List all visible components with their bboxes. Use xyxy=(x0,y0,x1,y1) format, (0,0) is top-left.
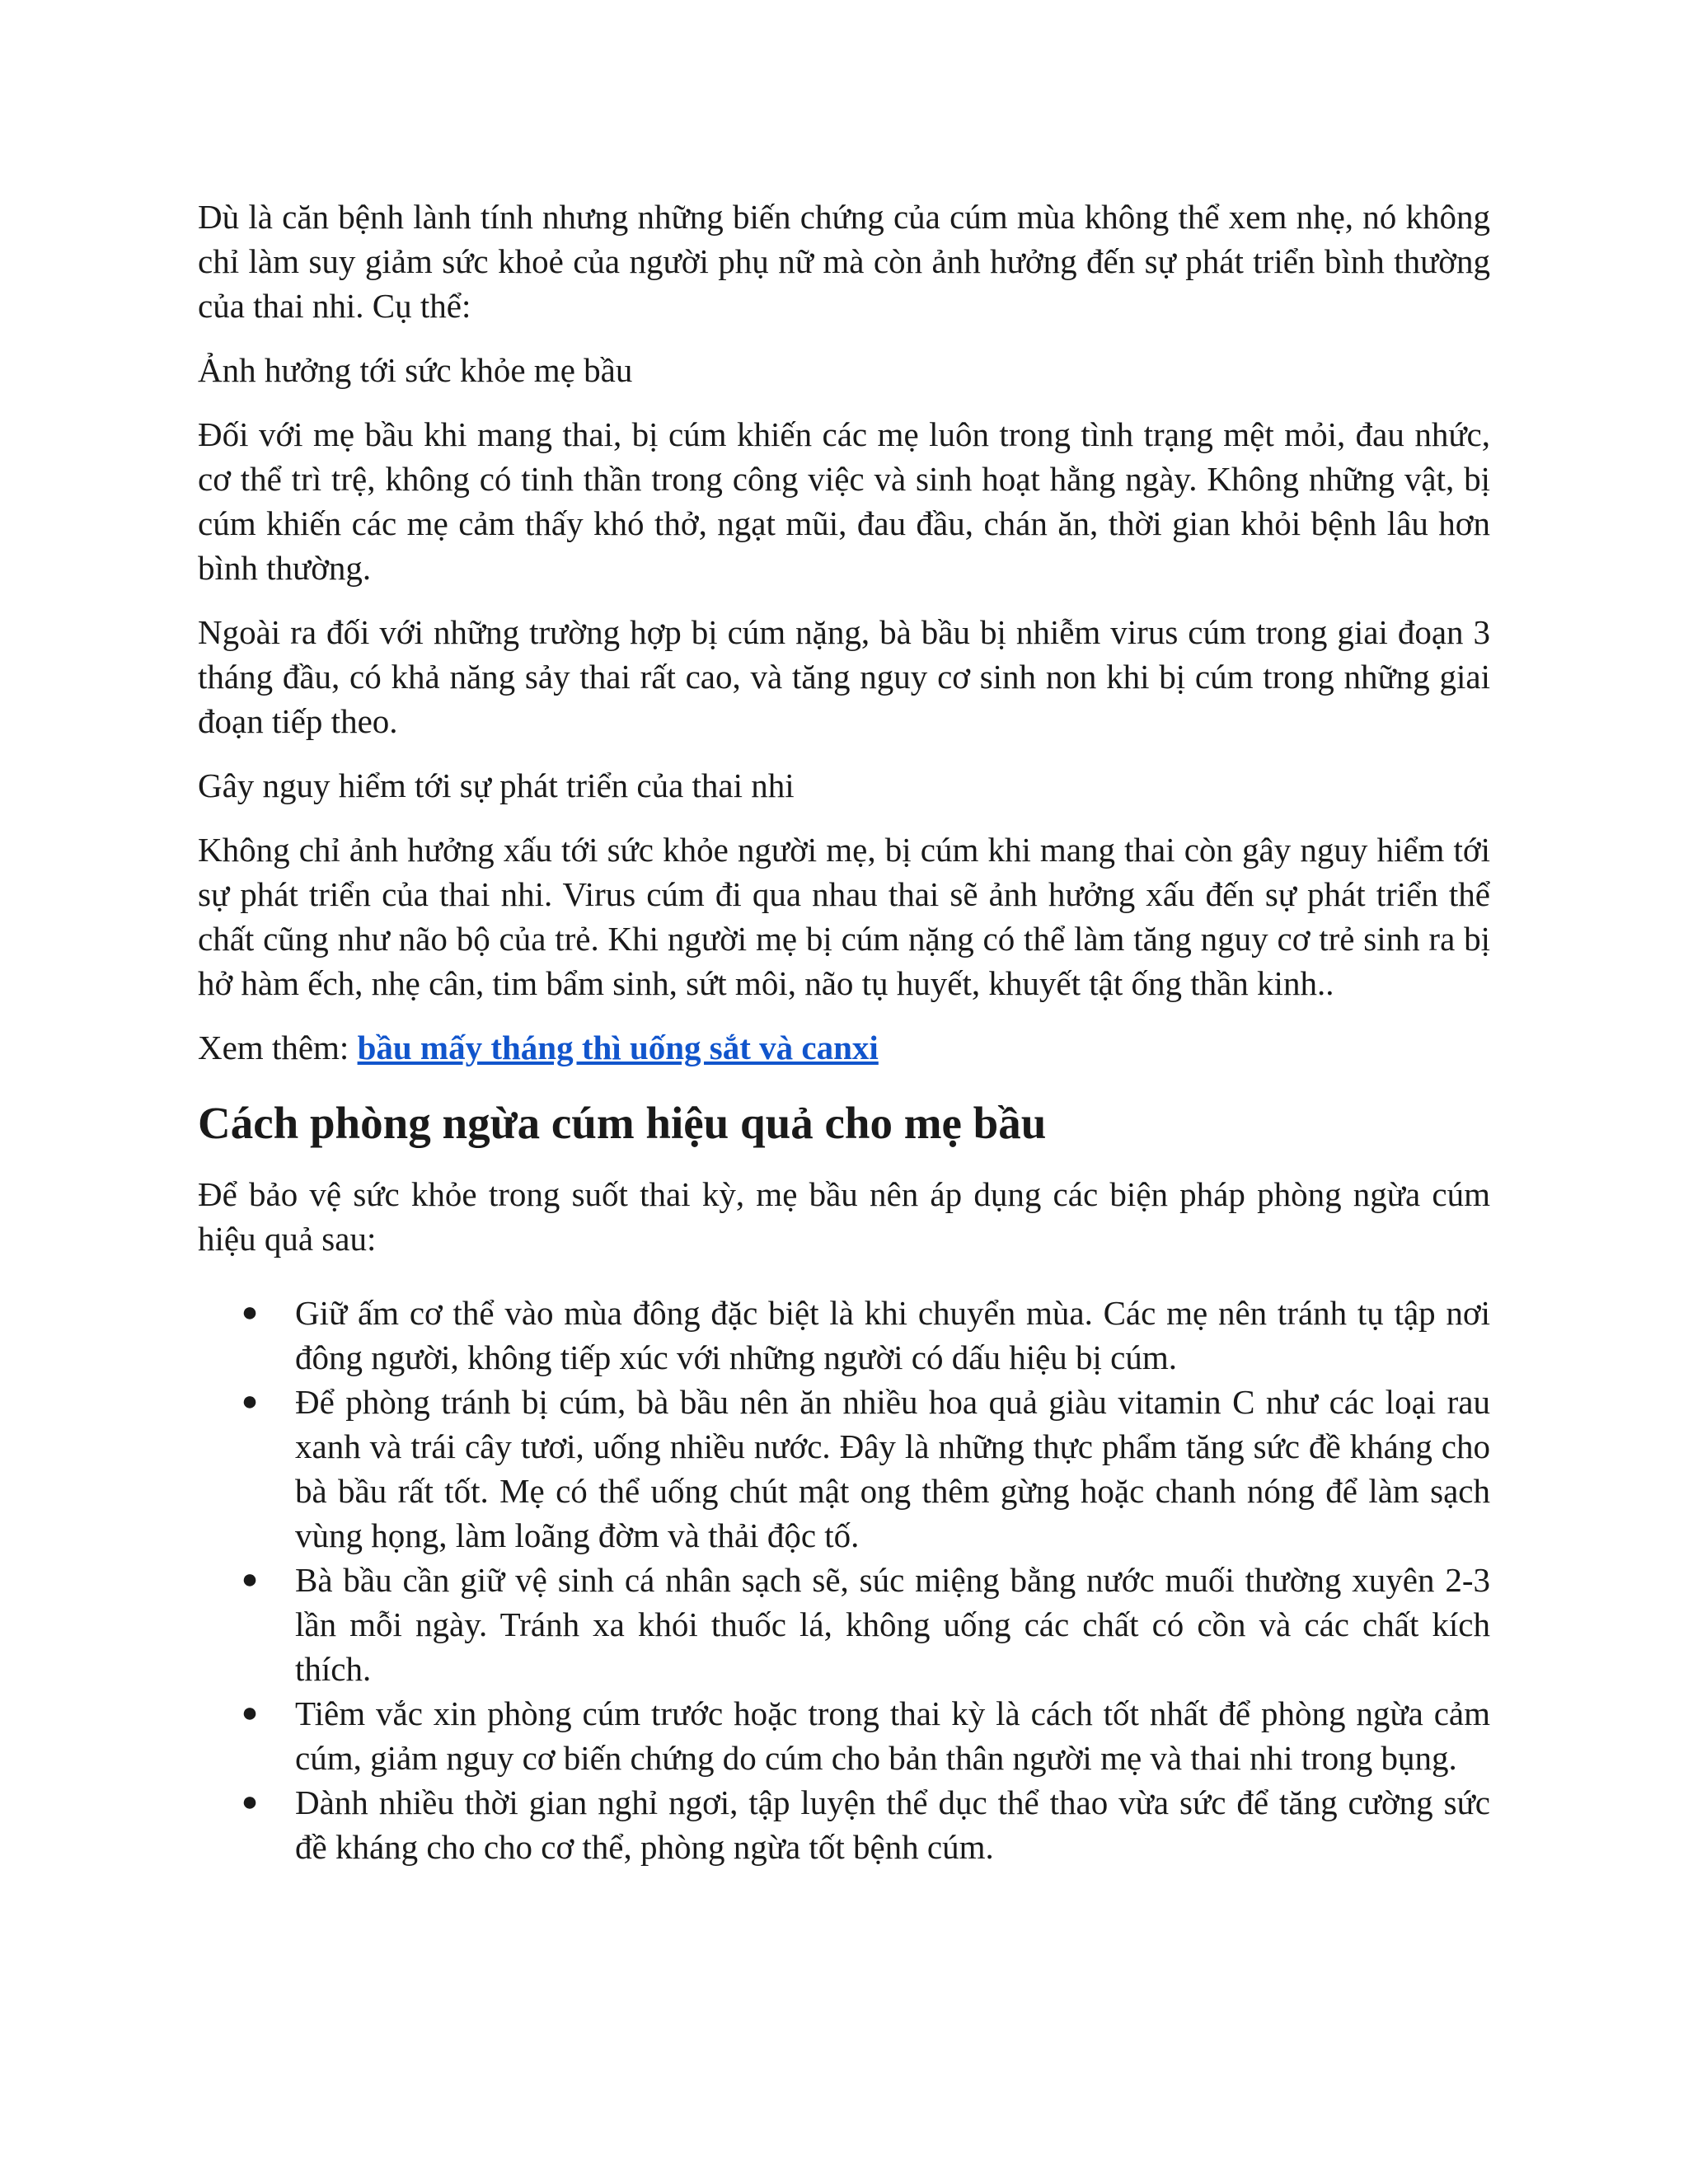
bullet-icon: ● xyxy=(241,1297,259,1328)
list-item-text: Bà bầu cần giữ vệ sinh cá nhân sạch sẽ, súc miệng bằng nước muối thường xuyên 2-3 lần mỗi ngày. Tránh xa khói thuốc lá, không uống các chất có cồn và các chất kích thích. xyxy=(295,1561,1490,1688)
document-page xyxy=(198,194,1490,1869)
subheading-mother-health: Ảnh hưởng tới sức khỏe mẹ bầu xyxy=(198,351,633,389)
prevention-list xyxy=(198,1291,1490,1869)
list-item xyxy=(198,1380,1490,1558)
list-item xyxy=(198,1691,1490,1780)
see-more-link[interactable]: bầu mấy tháng thì uống sắt và canxi xyxy=(357,1029,879,1066)
fetus-danger-paragraph: Không chỉ ảnh hưởng xấu tới sức khỏe người mẹ, bị cúm khi mang thai còn gây nguy hiểm tới sự phát triển của thai nhi. Virus cúm đi qua nhau thai sẽ ảnh hưởng xấu đến sự phát triển thể chất cũng như não bộ của trẻ. Khi người mẹ bị cúm nặng có thể làm tăng nguy cơ trẻ sinh ra bị hở hàm ếch, nhẹ cân, tim bẩm sinh, sứt môi, não tụ huyết, khuyết tật ống thần kinh.. xyxy=(198,831,1490,1002)
intro-paragraph: Dù là căn bệnh lành tính nhưng những biến chứng của cúm mùa không thể xem nhẹ, nó không chỉ làm suy giảm sức khoẻ của người phụ nữ mà còn ảnh hưởng đến sự phát triển bình thường của thai nhi. Cụ thể: xyxy=(198,198,1490,325)
bullet-icon: ● xyxy=(241,1564,259,1595)
list-item-text: Để phòng tránh bị cúm, bà bầu nên ăn nhiều hoa quả giàu vitamin C như các loại rau xanh và trái cây tươi, uống nhiều nước. Đây là những thực phẩm tăng sức đề kháng cho bà bầu rất tốt. Mẹ có thể uống chút mật ong thêm gừng hoặc chanh nóng để làm sạch vùng họng, làm loãng đờm và thải độc tố. xyxy=(295,1383,1490,1554)
list-item xyxy=(198,1780,1490,1869)
see-more-label: Xem thêm: xyxy=(198,1029,358,1066)
see-more-line xyxy=(198,1025,1490,1070)
bullet-icon: ● xyxy=(241,1698,259,1728)
section-heading: Cách phòng ngừa cúm hiệu quả cho mẹ bầu xyxy=(198,1098,1047,1148)
list-item-text: Giữ ấm cơ thể vào mùa đông đặc biệt là khi chuyển mùa. Các mẹ nên tránh tụ tập nơi đông người, không tiếp xúc với những người có dấu hiệu bị cúm. xyxy=(295,1294,1490,1376)
bullet-icon: ● xyxy=(241,1787,259,1817)
list-item xyxy=(198,1291,1490,1380)
mother-health-paragraph-1: Đối với mẹ bầu khi mang thai, bị cúm khiến các mẹ luôn trong tình trạng mệt mỏi, đau nhức, cơ thể trì trệ, không có tinh thần trong công việc và sinh hoạt hằng ngày. Không những vật, bị cúm khiến các mẹ cảm thấy khó thở, ngạt mũi, đau đầu, chán ăn, thời gian khỏi bệnh lâu hơn bình thường. xyxy=(198,415,1490,587)
mother-health-paragraph-2: Ngoài ra đối với những trường hợp bị cúm nặng, bà bầu bị nhiễm virus cúm trong giai đoạn 3 tháng đầu, có khả năng sảy thai rất cao, và tăng nguy cơ sinh non khi bị cúm trong những giai đoạn tiếp theo. xyxy=(198,613,1490,740)
section-intro-paragraph: Để bảo vệ sức khỏe trong suốt thai kỳ, mẹ bầu nên áp dụng các biện pháp phòng ngừa cúm hiệu quả sau: xyxy=(198,1175,1490,1258)
list-item-text: Tiêm vắc xin phòng cúm trước hoặc trong thai kỳ là cách tốt nhất để phòng ngừa cảm cúm, giảm nguy cơ biến chứng do cúm cho bản thân người mẹ và thai nhi trong bụng. xyxy=(295,1694,1490,1777)
subheading-fetus-danger: Gây nguy hiểm tới sự phát triển của thai nhi xyxy=(198,766,795,804)
list-item xyxy=(198,1558,1490,1691)
list-item-text: Dành nhiều thời gian nghỉ ngơi, tập luyện thể dục thể thao vừa sức để tăng cường sức đề kháng cho cho cơ thể, phòng ngừa tốt bệnh cúm. xyxy=(295,1783,1490,1866)
bullet-icon: ● xyxy=(241,1386,259,1417)
